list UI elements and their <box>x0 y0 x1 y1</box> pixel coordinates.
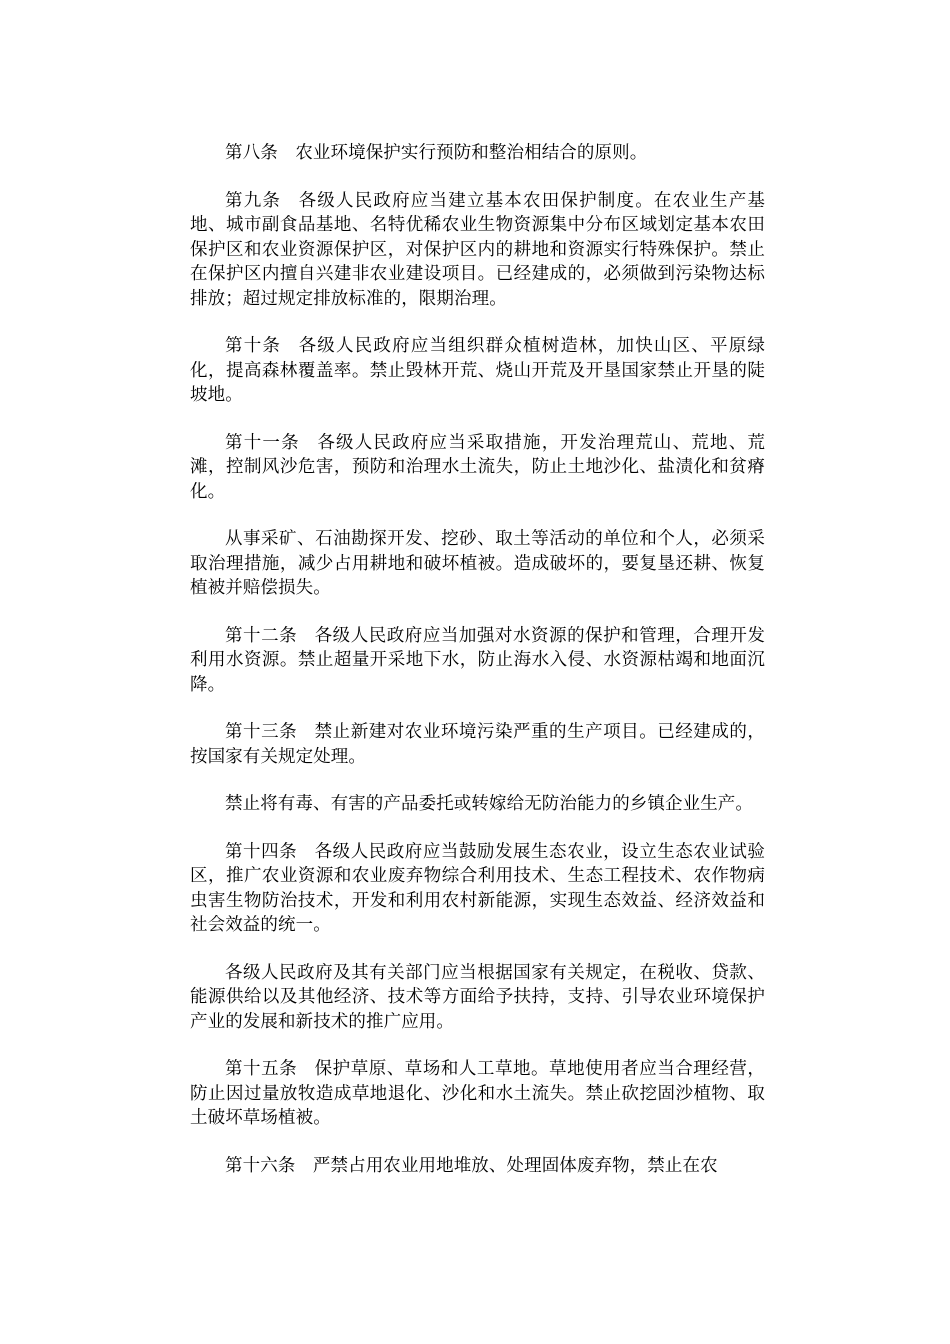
document-body <box>190 141 765 1201</box>
article-text: 各级人民政府应当加强对水资源的保护和管理，合理开发利用水资源。禁止超量开采地下水，防止海水入侵、水资源枯竭和地面沉降。 <box>190 625 766 695</box>
article-text: 各级人民政府及其有关部门应当根据国家有关规定，在税收、贷款、能源供给以及其他经济、技术等方面给予扶持，支持、引导农业环境保护产业的发展和新技术的推广应用。 <box>190 962 765 1032</box>
article-text: 各级人民政府应当组织群众植树造林，加快山区、平原绿化，提高森林覆盖率。禁止毁林开荒、烧山开荒及开垦国家禁止开垦的陡坡地。 <box>190 336 765 405</box>
article-8-paragraph <box>190 141 765 166</box>
article-13-paragraph <box>190 720 765 769</box>
article-12-paragraph <box>190 624 765 698</box>
article-text: 从事采矿、石油勘探开发、挖砂、取土等活动的单位和个人，必须采取治理措施，减少占用耕地和破坏植被。造成破坏的，要复垦还耕、恢复植被并赔偿损失。 <box>190 529 765 598</box>
article-number: 第十一条 <box>225 432 300 453</box>
article-text: 禁止将有毒、有害的产品委托或转嫁给无防治能力的乡镇企业生产。 <box>225 794 753 814</box>
article-10-paragraph <box>190 334 765 408</box>
article-14-continuation-paragraph <box>190 961 765 1035</box>
article-number: 第十二条 <box>225 625 298 646</box>
article-text: 各级人民政府应当建立基本农田保护制度。在农业生产基地、城市副食品基地、名特优稀农业生物资源集中分布区域划定基本农田保护区和农业资源保护区，对保护区内的耕地和资源实行特殊保护。禁止在保护区内擅自兴建非农业建设项目。已经建成的，必须做到污染物达标排放；超过规定排放标准的，限期治理。 <box>190 190 765 309</box>
article-14-paragraph <box>190 840 765 938</box>
article-number: 第十五条 <box>225 1059 298 1079</box>
article-text: 各级人民政府应当鼓励发展生态农业，设立生态农业试验区，推广农业资源和农业废弃物综合利用技术、生态工程技术、农作物病虫害生物防治技术，开发和利用农村新能源，实现生态效益、经济效益和社会效益的统一。 <box>190 841 766 935</box>
article-15-paragraph <box>190 1057 765 1131</box>
article-number: 第九条 <box>225 190 282 211</box>
article-number: 第十六条 <box>225 1155 296 1176</box>
article-11-continuation-paragraph <box>190 527 765 601</box>
article-text: 严禁占用农业用地堆放、处理固体废弃物，禁止在农 <box>312 1155 718 1176</box>
article-text: 保护草原、草场和人工草地。草地使用者应当合理经营，防止因过量放牧造成草地退化、沙化和水土流失。禁止砍挖固沙植物、取土破坏草场植被。 <box>190 1059 766 1128</box>
article-text: 禁止新建对农业环境污染严重的生产项目。已经建成的，按国家有关规定处理。 <box>190 722 766 767</box>
article-13-continuation-paragraph <box>190 792 765 817</box>
article-number: 第十条 <box>225 336 282 356</box>
article-number: 第八条 <box>225 143 278 163</box>
article-9-paragraph <box>190 189 765 312</box>
article-text: 农业环境保护实行预防和整治相结合的原则。 <box>295 143 648 163</box>
article-number: 第十三条 <box>225 722 298 742</box>
article-text: 各级人民政府应当采取措施，开发治理荒山、荒地、荒滩，控制风沙危害，预防和治理水土流失，防止土地沙化、盐渍化和贫瘠化。 <box>190 432 765 502</box>
article-number: 第十四条 <box>225 841 298 862</box>
article-16-paragraph <box>190 1154 765 1179</box>
article-11-paragraph <box>190 431 765 505</box>
